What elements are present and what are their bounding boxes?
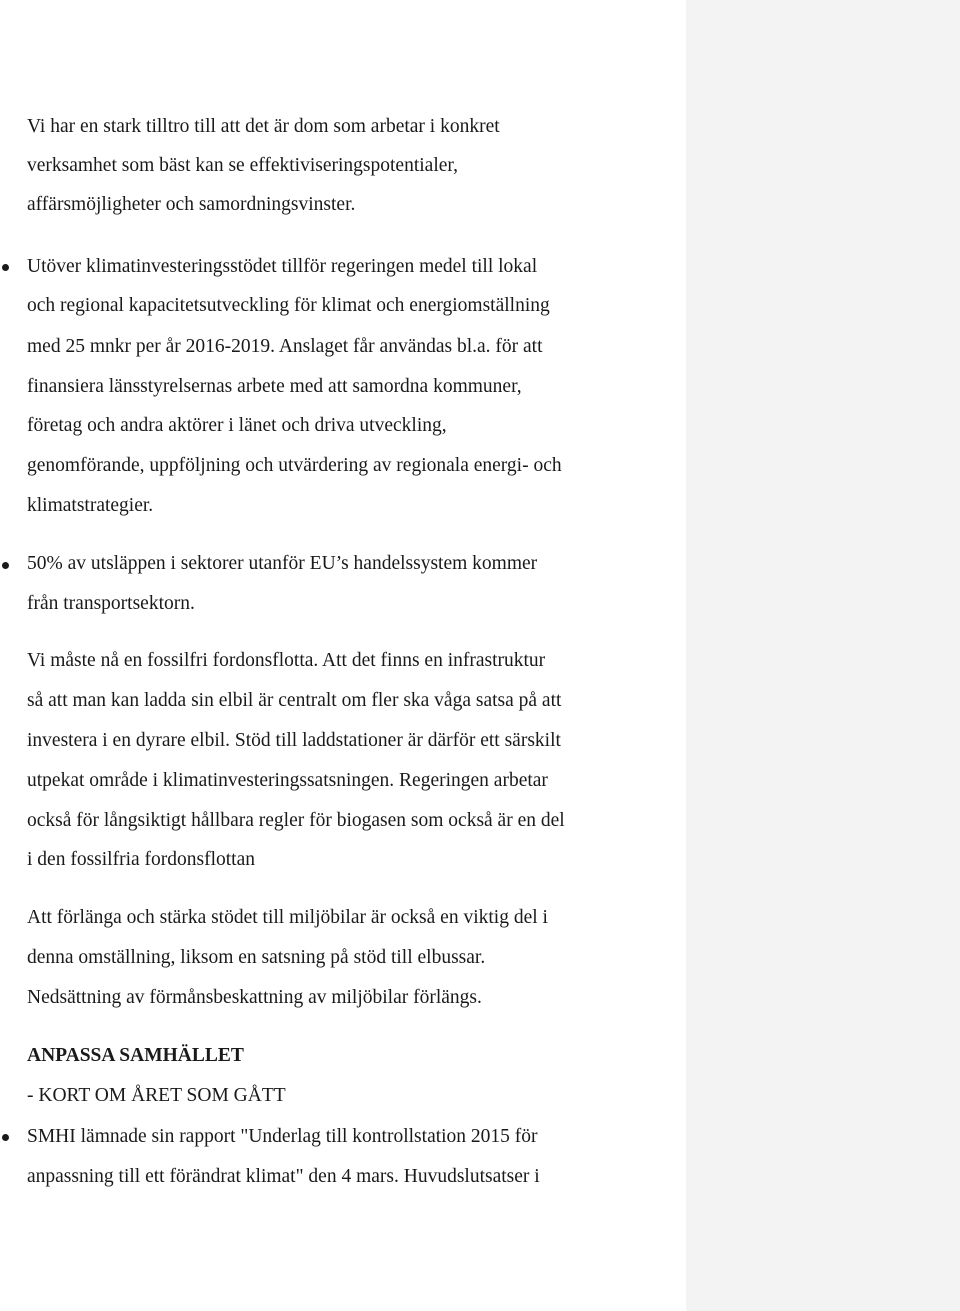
bullet-line: från transportsektorn. (27, 593, 195, 614)
section-subheading: - KORT OM ÅRET SOM GÅTT (27, 1085, 286, 1106)
paragraph-line: verksamhet som bäst kan se effektiviseringspotentialer, (27, 155, 458, 176)
paragraph-line: Nedsättning av förmånsbeskattning av miljöbilar förlängs. (27, 987, 482, 1008)
paragraph-line: Att förlänga och stärka stödet till miljöbilar är också en viktig del i (27, 907, 548, 928)
bullet-line: klimatstrategier. (27, 495, 154, 516)
paragraph-line: affärsmöjligheter och samordningsvinster. (27, 194, 356, 215)
bullet-line: SMHI lämnade sin rapport "Underlag till kontrollstation 2015 för (27, 1126, 538, 1147)
bullet-icon (2, 264, 9, 271)
bullet-line: företag och andra aktörer i länet och driva utveckling, (27, 415, 447, 436)
bullet-icon (2, 1134, 9, 1141)
bullet-line: anpassning till ett förändrat klimat" den 4 mars. Huvudslutsatser i (27, 1166, 540, 1187)
bullet-line: genomförande, uppföljning och utvärdering av regionala energi- och (27, 455, 562, 476)
paragraph-line: i den fossilfria fordonsflottan (27, 849, 255, 870)
bullet-icon (2, 562, 9, 569)
paragraph-line: Vi måste nå en fossilfri fordonsflotta. Att det finns en infrastruktur (27, 650, 546, 671)
comment-margin-panel (686, 0, 960, 1311)
paragraph-line: också för långsiktigt hållbara regler för biogasen som också är en del (27, 810, 565, 831)
bullet-line: 50% av utsläppen i sektorer utanför EU’s handelssystem kommer (27, 553, 538, 574)
paragraph-line: Vi har en stark tilltro till att det är dom som arbetar i konkret (27, 116, 500, 137)
bullet-line: Utöver klimatinvesteringsstödet tillför regeringen medel till lokal (27, 256, 538, 277)
bullet-line: och regional kapacitetsutveckling för klimat och energiomställning (27, 295, 550, 316)
paragraph-line: denna omställning, liksom en satsning på stöd till elbussar. (27, 947, 486, 968)
section-heading: ANPASSA SAMHÄLLET (27, 1045, 244, 1066)
paragraph-line: så att man kan ladda sin elbil är centralt om fler ska våga satsa på att (27, 690, 562, 711)
paragraph-line: investera i en dyrare elbil. Stöd till laddstationer är därför ett särskilt (27, 730, 561, 751)
bullet-line: med 25 mnkr per år 2016-2019. Anslaget får användas bl.a. för att (27, 336, 543, 357)
bullet-line: finansiera länsstyrelsernas arbete med att samordna kommuner, (27, 376, 522, 397)
paragraph-line: utpekat område i klimatinvesteringssatsningen. Regeringen arbetar (27, 770, 548, 791)
